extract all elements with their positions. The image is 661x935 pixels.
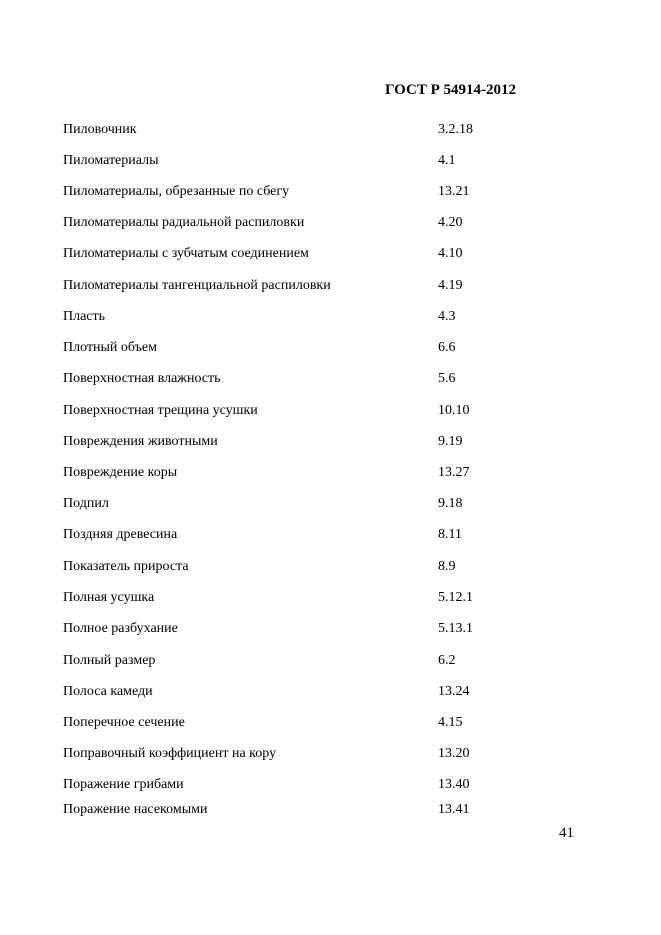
- index-term: Подпил: [63, 496, 109, 511]
- index-ref: 6.2: [438, 653, 456, 668]
- index-term: Поверхностная влажность: [63, 371, 221, 386]
- index-entry: [0, 619, 661, 639]
- index-entry: [0, 494, 661, 514]
- index-ref: 5.12.1: [438, 590, 473, 605]
- index-entry: [0, 651, 661, 671]
- index-term: Полный размер: [63, 653, 156, 668]
- index-entry: [0, 401, 661, 421]
- index-ref: 13.21: [438, 184, 470, 199]
- index-ref: 4.20: [438, 215, 463, 230]
- index-ref: 5.13.1: [438, 621, 473, 636]
- page-number: 41: [559, 825, 574, 841]
- index-ref: 4.15: [438, 715, 463, 730]
- index-entry: [0, 213, 661, 233]
- index-ref: 13.24: [438, 684, 470, 699]
- index-term: Поверхностная трещина усушки: [63, 403, 258, 418]
- index-ref: 9.18: [438, 496, 463, 511]
- index-ref: 6.6: [438, 340, 456, 355]
- index-ref: 3.2.18: [438, 122, 473, 137]
- index-entry: [0, 151, 661, 171]
- index-term: Поздняя древесина: [63, 527, 178, 542]
- index-term: Полоса камеди: [63, 684, 153, 699]
- standard-header: ГОСТ Р 54914-2012: [385, 82, 517, 98]
- index-term: Повреждение коры: [63, 465, 178, 480]
- index-ref: 4.3: [438, 309, 456, 324]
- index-term: Пиломатериалы, обрезанные по сбегу: [63, 184, 290, 199]
- index-term: Поправочный коэффициент на кору: [63, 746, 277, 761]
- index-ref: 4.19: [438, 278, 463, 293]
- index-ref: 8.11: [438, 527, 462, 542]
- index-term: Полная усушка: [63, 590, 155, 605]
- index-entry: [0, 713, 661, 733]
- index-entry: [0, 682, 661, 702]
- index-term: Пиломатериалы: [63, 153, 159, 168]
- index-term: Пиломатериалы радиальной распиловки: [63, 215, 305, 230]
- index-term: Поражение насекомыми: [63, 802, 208, 817]
- index-entry: [0, 800, 661, 820]
- index-entry: [0, 120, 661, 140]
- index-ref: 5.6: [438, 371, 456, 386]
- index-term: Пиловочник: [63, 122, 137, 137]
- index-term: Пласть: [63, 309, 106, 324]
- index-entry: [0, 182, 661, 202]
- index-ref: 8.9: [438, 559, 456, 574]
- index-term: Плотный объем: [63, 340, 158, 355]
- index-term: Пиломатериалы тангенциальной распиловки: [63, 278, 331, 293]
- index-ref: 10.10: [438, 403, 470, 418]
- index-ref: 9.19: [438, 434, 463, 449]
- index-ref: 4.1: [438, 153, 456, 168]
- index-ref: 13.27: [438, 465, 470, 480]
- index-term: Полное разбухание: [63, 621, 178, 636]
- index-ref: 13.20: [438, 746, 470, 761]
- index-term: Повреждения животными: [63, 434, 218, 449]
- index-entry: [0, 369, 661, 389]
- index-entry: [0, 276, 661, 296]
- index-term: Поперечное сечение: [63, 715, 185, 730]
- index-term: Поражение грибами: [63, 777, 184, 792]
- index-term: Пиломатериалы с зубчатым соединением: [63, 246, 309, 261]
- index-entry: [0, 244, 661, 264]
- index-ref: 4.10: [438, 246, 463, 261]
- index-entry: [0, 775, 661, 795]
- index-entry: [0, 525, 661, 545]
- index-entry: [0, 432, 661, 452]
- index-ref: 13.41: [438, 802, 470, 817]
- index-ref: 13.40: [438, 777, 470, 792]
- index-entry: [0, 338, 661, 358]
- index-entry: [0, 588, 661, 608]
- index-term: Показатель прироста: [63, 559, 189, 574]
- index-entry: [0, 463, 661, 483]
- index-entry: [0, 557, 661, 577]
- index-entry: [0, 307, 661, 327]
- index-entry: [0, 744, 661, 764]
